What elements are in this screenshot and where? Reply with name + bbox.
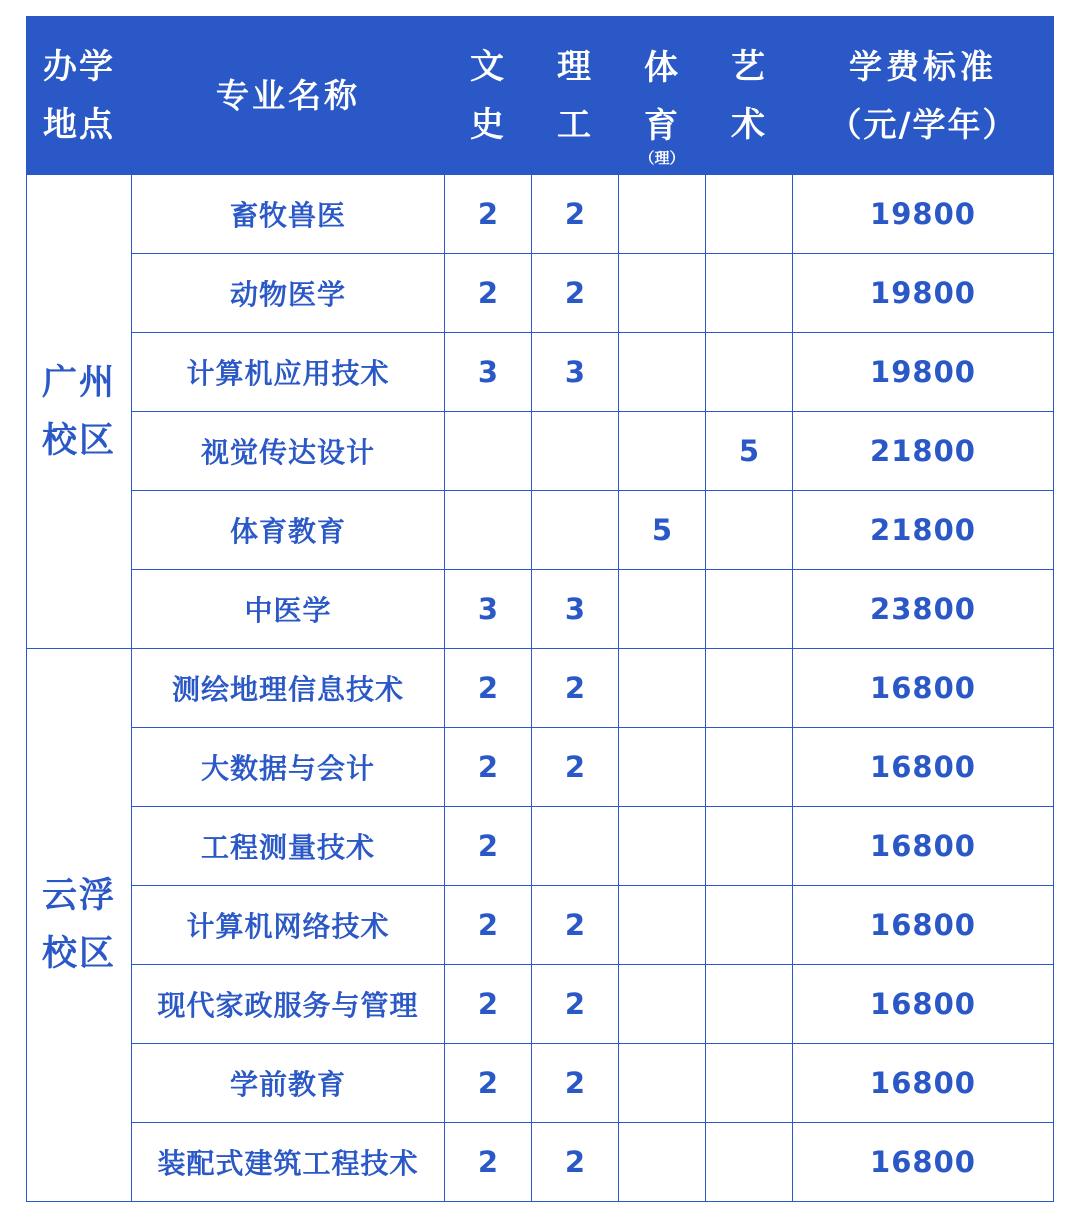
ligong-count-cell: 2 [532, 175, 619, 254]
fee-cell: 16800 [793, 886, 1054, 965]
header-yishu [706, 17, 793, 175]
yishu-count-cell [706, 649, 793, 728]
major-name-cell: 动物医学 [132, 254, 445, 333]
tiyu-count-cell [619, 649, 706, 728]
major-name-cell: 畜牧兽医 [132, 175, 445, 254]
yishu-count-cell [706, 807, 793, 886]
ligong-count-cell [532, 412, 619, 491]
major-name-cell: 学前教育 [132, 1044, 445, 1123]
fee-cell: 21800 [793, 491, 1054, 570]
major-name-cell: 现代家政服务与管理 [132, 965, 445, 1044]
wenshi-count-cell: 2 [445, 807, 532, 886]
header-wenshi [445, 17, 532, 175]
header-ligong-line2: 工 [557, 104, 593, 145]
header-wenshi-line2: 史 [470, 104, 506, 145]
header-wenshi-line1: 文 [470, 46, 506, 87]
table-row [27, 965, 1054, 1044]
fee-cell: 16800 [793, 1044, 1054, 1123]
campus-cell [27, 175, 132, 649]
header-major [132, 17, 445, 175]
wenshi-count-cell: 2 [445, 1044, 532, 1123]
wenshi-count-cell: 2 [445, 965, 532, 1044]
header-fee-line2: （元/学年） [828, 104, 1018, 144]
major-name-cell: 中医学 [132, 570, 445, 649]
fee-cell: 19800 [793, 254, 1054, 333]
wenshi-count-cell [445, 412, 532, 491]
header-ligong [532, 17, 619, 175]
table-row [27, 728, 1054, 807]
header-tiyu-line1: 体 [644, 47, 680, 88]
table-header [27, 17, 1054, 175]
tiyu-count-cell [619, 1123, 706, 1202]
table-body [27, 175, 1054, 1202]
ligong-count-cell: 2 [532, 1123, 619, 1202]
table-row [27, 807, 1054, 886]
major-name-cell: 装配式建筑工程技术 [132, 1123, 445, 1202]
tiyu-count-cell [619, 254, 706, 333]
table-row [27, 1044, 1054, 1123]
wenshi-count-cell: 2 [445, 1123, 532, 1202]
header-fee [793, 17, 1054, 175]
table-row [27, 412, 1054, 491]
header-yishu-line1: 艺 [731, 46, 767, 87]
ligong-count-cell: 2 [532, 965, 619, 1044]
fee-cell: 21800 [793, 412, 1054, 491]
yishu-count-cell [706, 254, 793, 333]
header-location-line1: 办学 [43, 46, 115, 87]
tiyu-count-cell [619, 886, 706, 965]
ligong-count-cell: 3 [532, 333, 619, 412]
yishu-count-cell [706, 965, 793, 1044]
tiyu-count-cell [619, 807, 706, 886]
header-ligong-line1: 理 [557, 46, 593, 87]
tiyu-count-cell [619, 570, 706, 649]
yishu-count-cell [706, 728, 793, 807]
table-row [27, 1123, 1054, 1202]
fee-cell: 16800 [793, 807, 1054, 886]
fee-cell: 19800 [793, 333, 1054, 412]
yishu-count-cell [706, 1044, 793, 1123]
yishu-count-cell [706, 491, 793, 570]
wenshi-count-cell: 2 [445, 728, 532, 807]
fee-cell: 16800 [793, 728, 1054, 807]
wenshi-count-cell: 3 [445, 333, 532, 412]
header-tiyu-note: （理） [639, 148, 685, 167]
tiyu-count-cell [619, 412, 706, 491]
fee-cell: 16800 [793, 649, 1054, 728]
fee-cell: 19800 [793, 175, 1054, 254]
ligong-count-cell: 2 [532, 649, 619, 728]
wenshi-count-cell: 2 [445, 649, 532, 728]
table-row [27, 886, 1054, 965]
wenshi-count-cell: 3 [445, 570, 532, 649]
major-name-cell: 工程测量技术 [132, 807, 445, 886]
tiyu-count-cell [619, 333, 706, 412]
tuition-table [26, 16, 1054, 1202]
yishu-count-cell [706, 570, 793, 649]
campus-name-line: 校区 [41, 934, 116, 974]
yishu-count-cell [706, 175, 793, 254]
major-name-cell: 计算机网络技术 [132, 886, 445, 965]
tiyu-count-cell: 5 [619, 491, 706, 570]
ligong-count-cell [532, 807, 619, 886]
campus-cell [27, 649, 132, 1202]
wenshi-count-cell [445, 491, 532, 570]
ligong-count-cell: 2 [532, 254, 619, 333]
yishu-count-cell [706, 886, 793, 965]
header-major-label: 专业名称 [216, 75, 360, 115]
wenshi-count-cell: 2 [445, 175, 532, 254]
major-name-cell: 体育教育 [132, 491, 445, 570]
wenshi-count-cell: 2 [445, 886, 532, 965]
wenshi-count-cell: 2 [445, 254, 532, 333]
ligong-count-cell [532, 491, 619, 570]
tiyu-count-cell [619, 965, 706, 1044]
major-name-cell: 计算机应用技术 [132, 333, 445, 412]
fee-cell: 23800 [793, 570, 1054, 649]
campus-name-line: 校区 [41, 420, 116, 461]
header-tiyu-line2: 育 [644, 105, 680, 146]
header-yishu-line2: 术 [731, 104, 767, 145]
tiyu-count-cell [619, 1044, 706, 1123]
table-row [27, 254, 1054, 333]
tiyu-count-cell [619, 175, 706, 254]
table-row [27, 491, 1054, 570]
fee-cell: 16800 [793, 965, 1054, 1044]
yishu-count-cell [706, 333, 793, 412]
header-fee-line1: 学费标准 [849, 46, 997, 86]
ligong-count-cell: 2 [532, 728, 619, 807]
header-location-line2: 地点 [43, 104, 115, 145]
tiyu-count-cell [619, 728, 706, 807]
yishu-count-cell [706, 1123, 793, 1202]
header-tiyu [619, 17, 706, 175]
ligong-count-cell: 2 [532, 886, 619, 965]
table-row [27, 333, 1054, 412]
table-row [27, 570, 1054, 649]
yishu-count-cell: 5 [706, 412, 793, 491]
campus-name-line: 云浮 [41, 876, 116, 916]
fee-cell: 16800 [793, 1123, 1054, 1202]
campus-name-line: 广州 [41, 362, 116, 403]
table-row [27, 649, 1054, 728]
ligong-count-cell: 2 [532, 1044, 619, 1123]
ligong-count-cell: 3 [532, 570, 619, 649]
major-name-cell: 测绘地理信息技术 [132, 649, 445, 728]
major-name-cell: 视觉传达设计 [132, 412, 445, 491]
header-location [27, 17, 132, 175]
major-name-cell: 大数据与会计 [132, 728, 445, 807]
table-row [27, 175, 1054, 254]
